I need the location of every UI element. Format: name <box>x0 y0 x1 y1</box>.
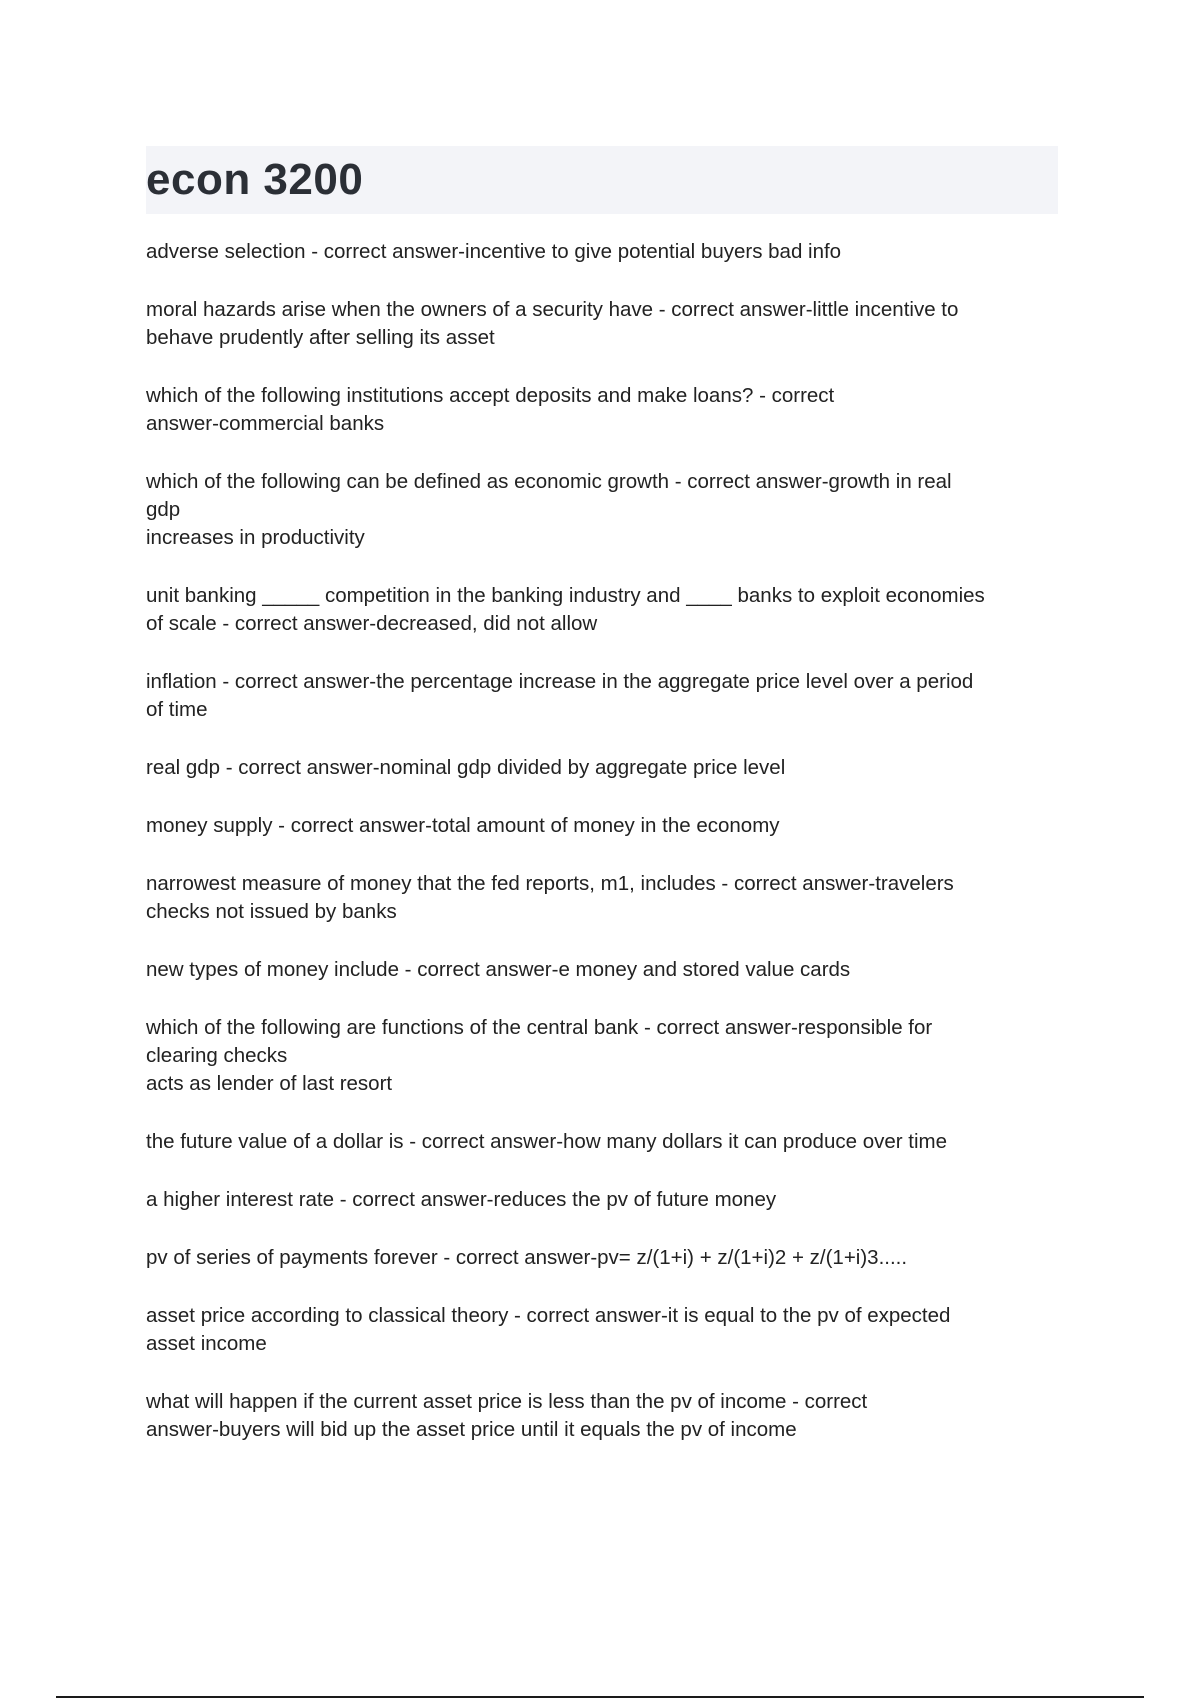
flashcard-item <box>146 870 1058 926</box>
flashcard-text-line: unit banking _____ competition in the banking industry and ____ banks to exploit economies <box>146 584 985 607</box>
flashcard-text-line: a higher interest rate - correct answer-reduces the pv of future money <box>146 1188 777 1211</box>
document-page <box>146 146 1058 1474</box>
flashcard-item <box>146 582 1058 638</box>
title-banner <box>146 146 1058 214</box>
flashcard-text-line: checks not issued by banks <box>146 900 397 923</box>
flashcard-item <box>146 1186 1058 1214</box>
flashcard-item <box>146 468 1058 552</box>
flashcard-item <box>146 1388 1058 1444</box>
flashcard-list <box>146 238 1058 1444</box>
flashcard-text-line: which of the following can be defined as economic growth - correct answer-growth in real <box>146 470 952 493</box>
flashcard-text-line: which of the following institutions accept deposits and make loans? - correct <box>146 384 835 407</box>
flashcard-text-line: which of the following are functions of the central bank - correct answer-responsible for <box>146 1016 933 1039</box>
flashcard-text-line: answer-buyers will bid up the asset price until it equals the pv of income <box>146 1418 797 1441</box>
flashcard-text-line: narrowest measure of money that the fed reports, m1, includes - correct answer-travelers <box>146 872 954 895</box>
flashcard-text-line: gdp <box>146 498 181 521</box>
flashcard-item <box>146 238 1058 266</box>
flashcard-text-line: real gdp - correct answer-nominal gdp divided by aggregate price level <box>146 756 786 779</box>
flashcard-text-line: new types of money include - correct answer-e money and stored value cards <box>146 958 851 981</box>
flashcard-text-line: behave prudently after selling its asset <box>146 326 495 349</box>
flashcard-item <box>146 668 1058 724</box>
flashcard-item <box>146 956 1058 984</box>
flashcard-text-line: of time <box>146 698 208 721</box>
flashcard-item <box>146 1014 1058 1098</box>
flashcard-text-line: money supply - correct answer-total amount of money in the economy <box>146 814 780 837</box>
flashcard-text-line: moral hazards arise when the owners of a security have - correct answer-little incentive to <box>146 298 959 321</box>
page-title: econ 3200 <box>146 155 364 204</box>
flashcard-text-line: of scale - correct answer-decreased, did not allow <box>146 612 598 635</box>
flashcard-text-line: adverse selection - correct answer-incentive to give potential buyers bad info <box>146 240 842 263</box>
flashcard-text-line: increases in productivity <box>146 526 365 549</box>
flashcard-item <box>146 1244 1058 1272</box>
flashcard-item <box>146 296 1058 352</box>
flashcard-text-line: the future value of a dollar is - correct answer-how many dollars it can produce over time <box>146 1130 948 1153</box>
flashcard-text-line: what will happen if the current asset price is less than the pv of income - correct <box>146 1390 868 1413</box>
footer-divider <box>56 1696 1144 1698</box>
flashcard-text-line: pv of series of payments forever - correct answer-pv= z/(1+i) + z/(1+i)2 + z/(1+i)3..... <box>146 1246 908 1269</box>
flashcard-text-line: acts as lender of last resort <box>146 1072 393 1095</box>
flashcard-text-line: clearing checks <box>146 1044 288 1067</box>
flashcard-text-line: answer-commercial banks <box>146 412 385 435</box>
flashcard-item <box>146 382 1058 438</box>
flashcard-item <box>146 1302 1058 1358</box>
flashcard-text-line: asset income <box>146 1332 267 1355</box>
flashcard-item <box>146 754 1058 782</box>
flashcard-item <box>146 1128 1058 1156</box>
flashcard-text-line: asset price according to classical theory - correct answer-it is equal to the pv of expected <box>146 1304 951 1327</box>
flashcard-item <box>146 812 1058 840</box>
flashcard-text-line: inflation - correct answer-the percentage increase in the aggregate price level over a period <box>146 670 974 693</box>
